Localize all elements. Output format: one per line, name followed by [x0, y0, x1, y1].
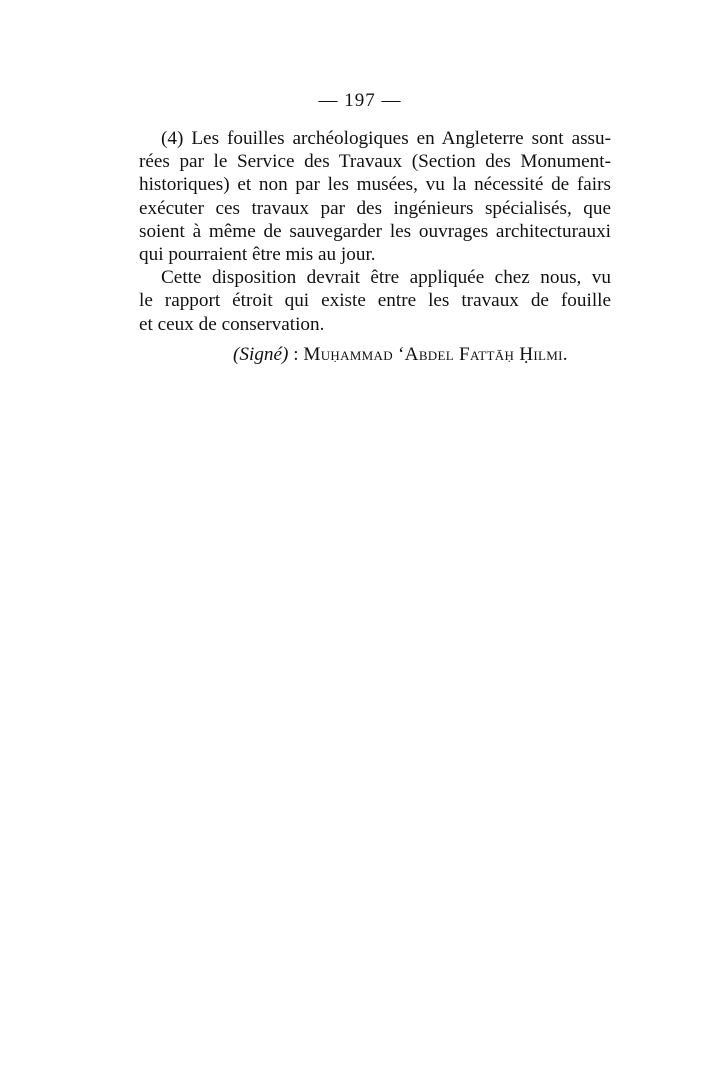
paragraph-1 — [117, 127, 611, 266]
text-line: exécuter ces travaux par des ingénieurs spécialisés, que — [139, 197, 611, 219]
text-line: qui pourraient être mis au jour. — [139, 244, 376, 266]
signatory-name: Muḥammad ‘Abdel Fattāḥ Ḥilmi. — [303, 344, 568, 365]
body-text — [117, 127, 611, 336]
paragraph-2 — [117, 266, 611, 336]
text-line: et ceux de conservation. — [139, 313, 325, 335]
signature-separator: : — [288, 344, 304, 365]
signature — [233, 343, 613, 367]
text-line: soient à même de sauvegarder les ouvrages architecturauxi — [139, 220, 611, 242]
text-line: (4) Les fouilles archéologiques en Angleterre sont assu- — [161, 128, 611, 149]
text-line: Cette disposition devrait être appliquée chez nous, vu — [161, 267, 611, 289]
signed-label: (Signé) — [233, 344, 289, 365]
text-line: rées par le Service des Travaux (Section des Monument- — [139, 151, 611, 173]
text-line: le rapport étroit qui existe entre les travaux de fouille — [139, 290, 611, 312]
text-line: historiques) et non par les musées, vu la nécessité de fairs — [139, 174, 611, 196]
page-number: — 197 — — [318, 90, 402, 111]
